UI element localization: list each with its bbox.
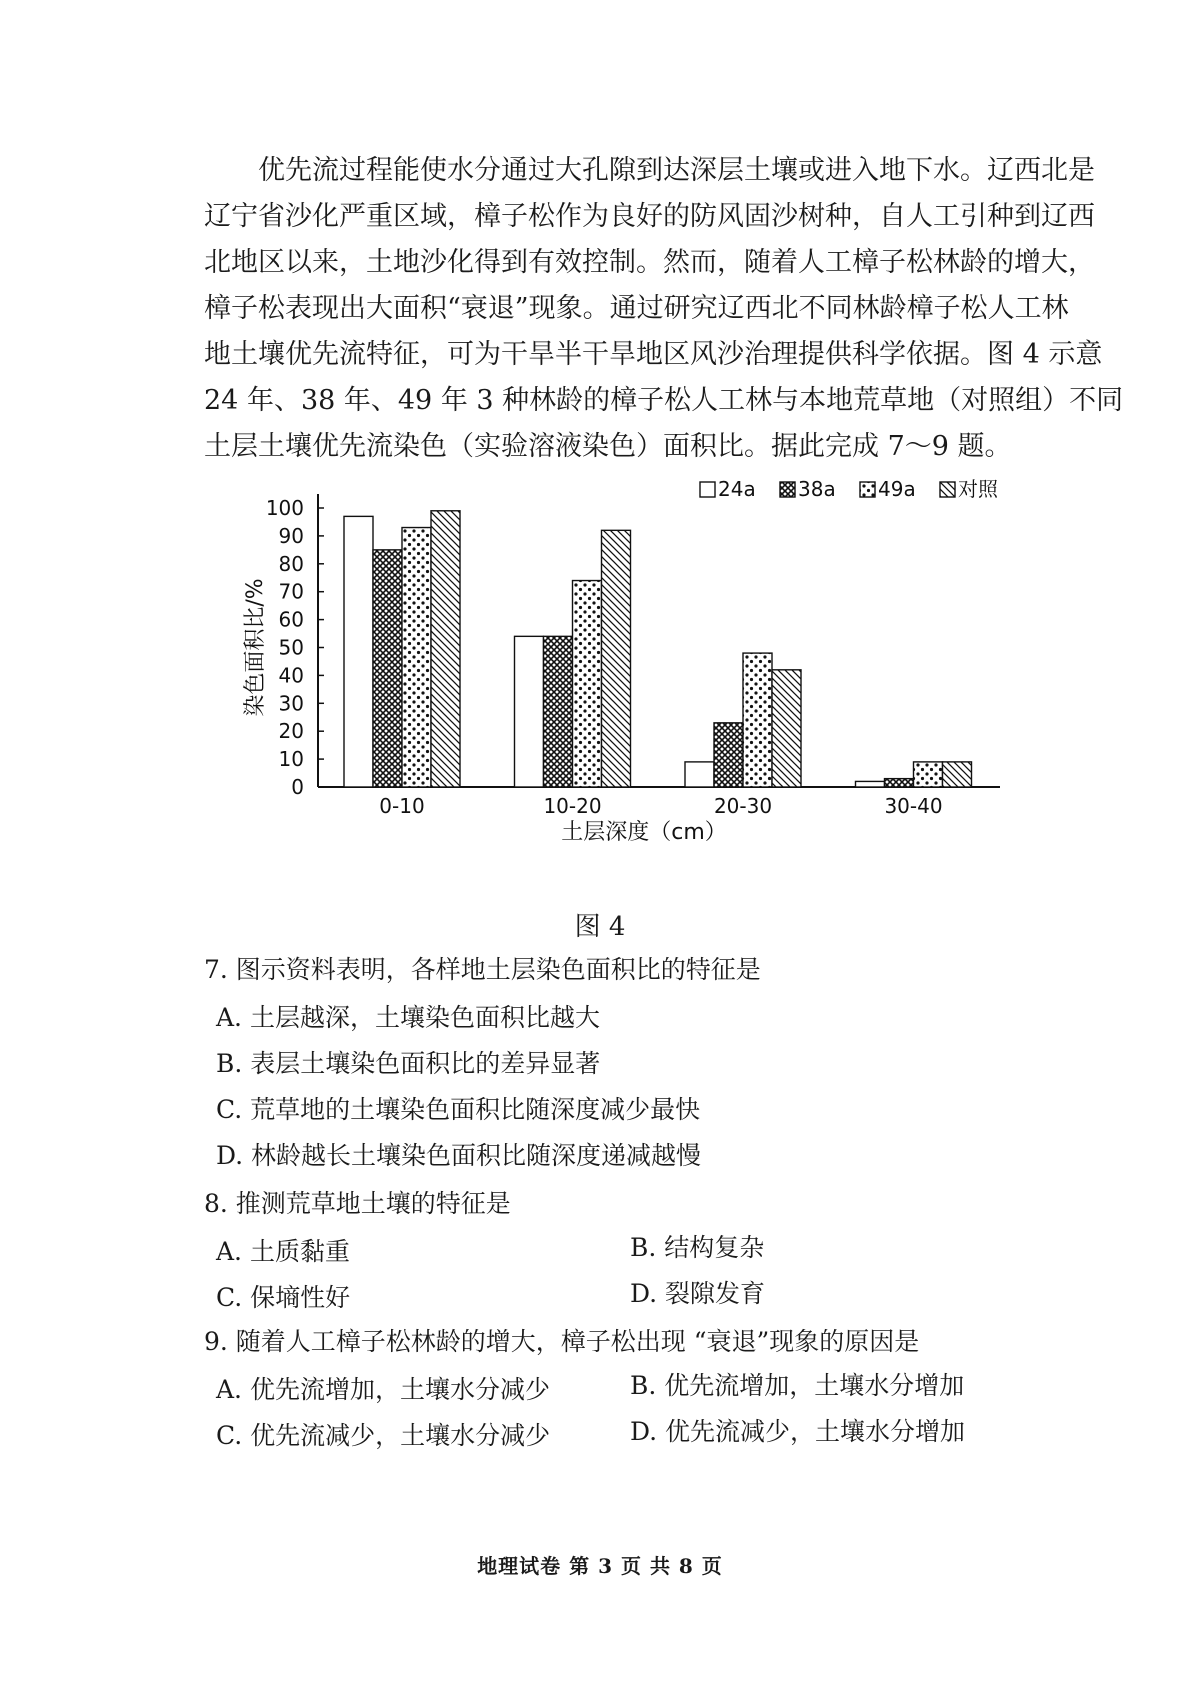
legend-label-49a: 49a (878, 477, 916, 501)
bar-对照-20-30 (772, 670, 801, 787)
bar-24a-0-10 (344, 516, 373, 787)
question-9-option-a: A. 优先流增加，土壤水分减少 (216, 1375, 550, 1404)
y-tick-label: 40 (278, 663, 304, 688)
legend-label-对照: 对照 (958, 477, 998, 501)
y-tick-label: 30 (278, 691, 304, 716)
question-9-option-c: C. 优先流减少，土壤水分减少 (216, 1421, 551, 1450)
bar-24a-20-30 (685, 762, 714, 787)
question-7-option-a: A. 土层越深，土壤染色面积比越大 (216, 1003, 600, 1032)
bar-38a-20-30 (714, 723, 743, 787)
bar-chart (200, 470, 1120, 940)
bar-49a-0-10 (402, 528, 431, 787)
question-7-option-b: B. 表层土壤染色面积比的差异显著 (216, 1049, 601, 1078)
legend-label-38a: 38a (798, 477, 836, 501)
x-tick-label: 20-30 (713, 794, 773, 818)
bar-38a-0-10 (373, 550, 402, 787)
y-tick-label: 50 (278, 635, 304, 660)
intro-line-text: 优先流过程能使水分通过大孔隙到达深层土壤或进入地下水。辽西北是 (258, 155, 1095, 186)
bar-chart-figure (200, 470, 1120, 940)
bar-49a-10-20 (573, 581, 602, 787)
bar-38a-30-40 (885, 779, 914, 787)
legend-swatch-49a (860, 482, 875, 497)
intro-line: 24 年、38 年、49 年 3 种林龄的樟子松人工林与本地荒草地（对照组）不同 (204, 385, 1124, 416)
intro-line: 辽宁省沙化严重区域，樟子松作为良好的防风固沙树种，自人工引种到辽西 (204, 201, 1095, 232)
question-8-option-a: A. 土质黏重 (216, 1237, 350, 1266)
intro-line: 樟子松表现出大面积“衰退”现象。通过研究辽西北不同林龄樟子松人工林 (204, 293, 1069, 324)
y-tick-label: 10 (278, 747, 304, 772)
legend-swatch-对照 (940, 482, 955, 497)
bar-24a-10-20 (515, 636, 544, 787)
y-tick-label: 80 (278, 551, 304, 576)
intro-line: 土层土壤优先流染色（实验溶液染色）面积比。据此完成 7～9 题。 (204, 431, 1012, 462)
y-tick-label: 70 (278, 579, 304, 604)
question-8-option-d: D. 裂隙发育 (630, 1279, 766, 1308)
intro-line (204, 148, 1134, 194)
y-tick-label: 100 (265, 496, 304, 520)
bar-24a-30-40 (856, 781, 885, 787)
question-7-option-d: D. 林龄越长土壤染色面积比随深度递减越慢 (216, 1141, 702, 1170)
chart-legend (700, 477, 999, 501)
question-8-option-b: B. 结构复杂 (630, 1233, 765, 1262)
figure-label: 图 4 (574, 912, 626, 942)
bar-对照-0-10 (431, 511, 460, 787)
x-tick-label: 30-40 (884, 794, 943, 818)
question-7-option-c: C. 荒草地的土壤染色面积比随深度减少最快 (216, 1095, 701, 1124)
y-tick-label: 60 (278, 607, 304, 632)
bar-49a-30-40 (914, 762, 943, 787)
y-tick-label: 20 (278, 719, 304, 744)
y-axis-label: 染色面积比/% (243, 578, 268, 717)
bar-对照-10-20 (602, 530, 631, 787)
legend-swatch-24a (700, 482, 715, 497)
intro-line: 地土壤优先流特征，可为干旱半干旱地区风沙治理提供科学依据。图 4 示意 (204, 339, 1103, 370)
x-tick-label: 0-10 (379, 794, 425, 818)
question-7-stem: 7. 图示资料表明，各样地土层染色面积比的特征是 (204, 955, 761, 984)
question-8-option-c: C. 保墒性好 (216, 1283, 351, 1312)
legend-label-24a: 24a (718, 477, 756, 501)
question-9-option-b: B. 优先流增加，土壤水分增加 (630, 1371, 965, 1400)
bar-38a-10-20 (544, 636, 573, 787)
question-9-option-d: D. 优先流减少，土壤水分增加 (630, 1417, 966, 1446)
bar-49a-20-30 (743, 653, 772, 787)
x-tick-label: 10-20 (543, 794, 602, 818)
question-8-stem: 8. 推测荒草地土壤的特征是 (204, 1189, 511, 1218)
intro-passage (204, 148, 1134, 470)
x-axis-label: 土层深度（cm） (561, 820, 727, 845)
chart-bars (344, 511, 972, 787)
y-tick-label: 90 (278, 523, 304, 548)
y-tick-label: 0 (291, 775, 304, 799)
page-footer: 地理试卷 第 3 页 共 8 页 (477, 1554, 723, 1578)
intro-line: 北地区以来，土地沙化得到有效控制。然而，随着人工樟子松林龄的增大， (204, 247, 1095, 278)
question-9-stem: 9. 随着人工樟子松林龄的增大，樟子松出现 “衰退”现象的原因是 (204, 1327, 920, 1356)
legend-swatch-38a (780, 482, 795, 497)
bar-对照-30-40 (943, 762, 972, 787)
